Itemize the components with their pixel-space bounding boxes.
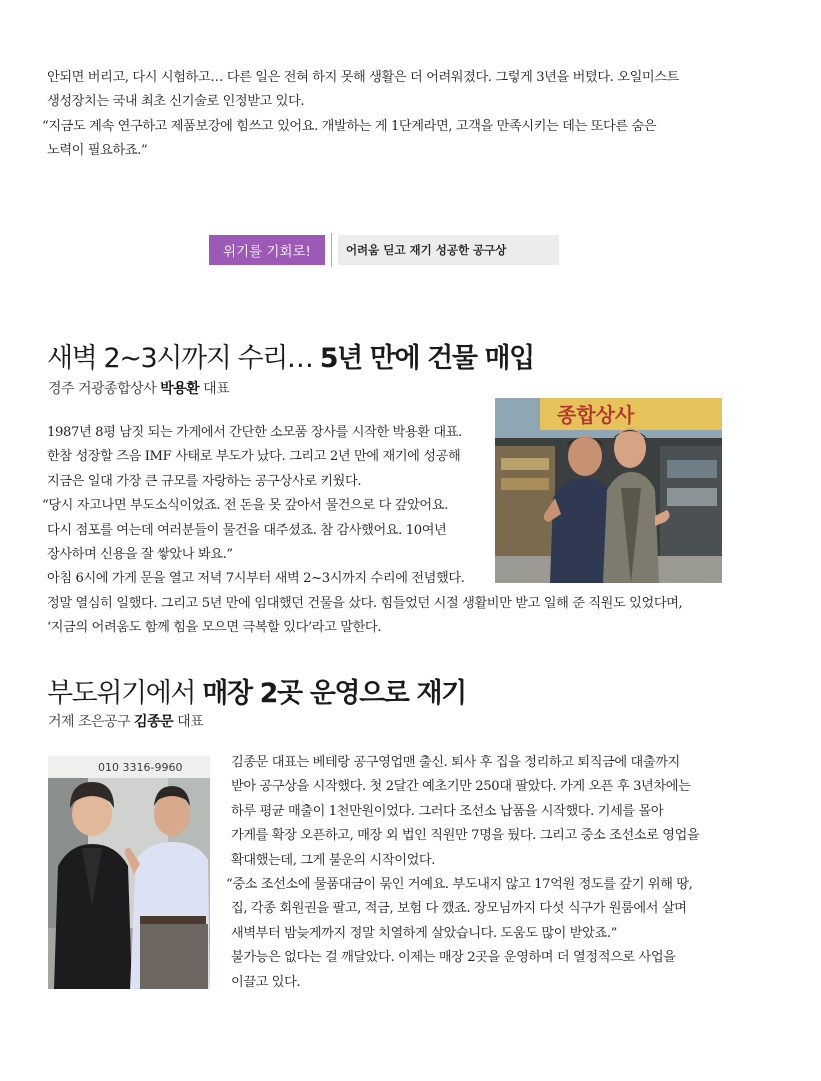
article2-headline [47, 671, 466, 710]
intro-line: 안되면 버리고, 다시 시험하고… 다른 일은 전혀 하지 못해 생활은 더 어려워졌다. 그렇게 3년을 버텼다. 오일미스트 [47, 70, 679, 85]
article1-line: “당시 자고나면 부도소식이었죠. 전 돈을 못 갚아서 물건으로 다 갚았어요. [42, 498, 448, 514]
article1-photo-sign: 종합상사 [557, 403, 635, 427]
banner-tag: 위기를 기회로! [209, 235, 325, 265]
article2-line: 김종문 대표는 베테랑 공구영업맨 출신. 퇴사 후 집을 정리하고 퇴직금에 대출까지 [231, 755, 680, 770]
article2-byline-title: 대표 [173, 714, 204, 730]
article2-line: 가게를 확장 오픈하고, 매장 외 법인 직원만 7명을 뒀다. 그리고 중소 조선소로 영업을 [231, 828, 700, 844]
article1-line: 1987년 8평 남짓 되는 가게에서 간단한 소모품 장사를 시작한 박용환 대표. [47, 425, 462, 440]
banner-subtitle: 어려움 딛고 재기 성공한 공구상 [338, 235, 559, 265]
article2-photo [48, 756, 210, 989]
article1-line: 지금은 일대 가장 큰 규모를 자랑하는 공구상사로 키웠다. [47, 473, 362, 489]
article2-byline-company: 거제 조은공구 [48, 714, 135, 730]
intro-line: 노력이 필요하죠.” [47, 143, 148, 159]
article2-byline [48, 711, 203, 731]
article2-body [226, 751, 700, 995]
article1-headline [47, 336, 534, 375]
article2-line: 확대했는데, 그게 불운의 시작이었다. [231, 852, 436, 868]
intro-paragraph [42, 66, 679, 164]
article1-line: 다시 점포를 여는데 여러분들이 물건을 대주셨죠. 참 감사했어요. 10여년 [47, 522, 447, 538]
article1-byline-name: 박용환 [160, 381, 200, 397]
article1-line: 한참 성장할 즈음 IMF 사태로 부도가 났다. 그리고 2년 만에 재기에 성공해 [47, 449, 461, 465]
article2-line: “중소 조선소에 물품대금이 묶인 거예요. 부도내지 않고 17억원 정도를 갚기 위해 땅, [226, 877, 693, 893]
intro-line: “지금도 계속 연구하고 제품보강에 힘쓰고 있어요. 개발하는 게 1단계라면, 고객을 만족시키는 데는 또다른 숨은 [42, 118, 657, 134]
article2-line: 받아 공구상을 시작했다. 첫 2달간 예초기만 250대 팔았다. 가게 오픈 후 3년차에는 [231, 779, 691, 795]
article1-byline-company: 경주 거광종합상사 [48, 381, 161, 397]
article2-photo-sign: 010 3316-9960 [98, 761, 183, 774]
article2-headline-bold: 매장 2곳 운영으로 재기 [202, 678, 466, 709]
article2-line: 하루 평균 매출이 1천만원이었다. 그러다 조선소 납품을 시작했다. 기세를 몰아 [231, 803, 664, 819]
article1-line: 아침 6시에 가게 문을 열고 저녁 7시부터 새벽 2~3시까지 수리에 전념했다. [47, 571, 465, 587]
article2-line: 새벽부터 밤늦게까지 정말 치열하게 살았습니다. 도움도 많이 받았죠.” [231, 925, 617, 941]
banner-divider [331, 233, 332, 267]
intro-line: 생성장치는 국내 최초 신기술로 인정받고 있다. [47, 94, 305, 110]
article1-byline [48, 378, 229, 398]
article2-headline-light: 부도위기에서 [47, 678, 203, 709]
article1-line: 장사하며 신용을 잘 쌓았나 봐요.” [47, 547, 233, 563]
article2-line: 불가능은 없다는 걸 깨달았다. 이제는 매장 2곳을 운영하며 더 열정적으로 사업을 [231, 950, 676, 966]
article1-headline-bold: 5년 만에 건물 매입 [319, 343, 534, 374]
article1-line: ‘지금의 어려움도 함께 힘을 모으면 극복할 있다’라고 말한다. [47, 620, 382, 636]
article1-body [42, 421, 683, 641]
article2-line: 집, 각종 회원권을 팔고, 적금, 보험 다 깼죠. 장모님까지 다섯 식구가 원룸에서 살며 [231, 901, 687, 917]
article1-byline-title: 대표 [199, 381, 230, 397]
article2-byline-name: 김종문 [134, 714, 174, 730]
article1-headline-light: 새벽 2~3시까지 수리… [47, 343, 320, 374]
section-banner [209, 233, 559, 267]
article2-line: 이끌고 있다. [231, 974, 301, 990]
article1-line: 정말 열심히 일했다. 그리고 5년 만에 임대했던 건물을 샀다. 힘들었던 시절 생활비만 받고 일해 준 직원도 있었다며, [47, 595, 683, 611]
